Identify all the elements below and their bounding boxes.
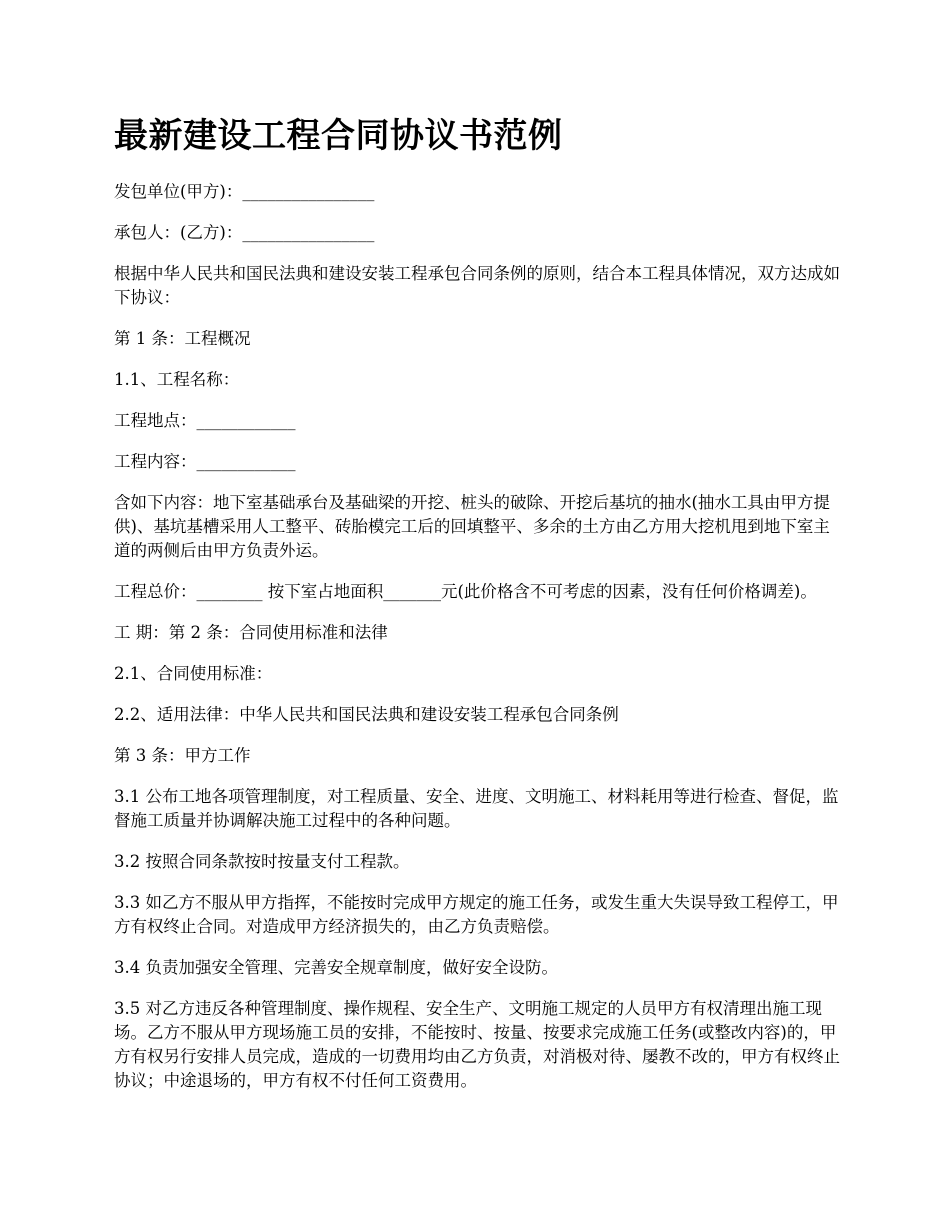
scope-paragraph: 含如下内容：地下室基础承台及基础梁的开挖、桩头的破除、开挖后基坑的抽水(抽水工具由甲方提供)、基坑基槽采用人工整平、砖胎模完工后的回填整平、多余的土方由乙方用大挖机甩到地下室主道的两侧后由甲方负责外运。: [114, 493, 830, 560]
clause-2-1: 2.1、合同使用标准：: [114, 664, 273, 683]
clause-3-4: 3.4 负责加强安全管理、完善安全规章制度，做好安全设防。: [114, 958, 558, 977]
clause-3-3: 3.3 如乙方不服从甲方指挥，不能按时完成甲方规定的施工任务，或发生重大失误导致工程停工，甲方有权终止合同。对造成甲方经济损失的，由乙方负责赔偿。: [114, 893, 839, 936]
document-title: 最新建设工程合同协议书范例: [114, 116, 563, 156]
clause-2-2: 2.2、适用法律：中华人民共和国民法典和建设安装工程承包合同条例: [114, 705, 619, 724]
article-1-heading: 第 1 条：工程概况: [114, 329, 251, 348]
total-price-paragraph: 工程总价：________ 按下室占地面积_______元(此价格含不可考虑的因素，没有任何价格调差)。: [114, 582, 817, 601]
project-location-line: 工程地点：____________: [114, 411, 296, 430]
party-b-line: 承包人：(乙方)：________________: [114, 223, 375, 242]
clause-3-1: 3.1 公布工地各项管理制度，对工程质量、安全、进度、文明施工、材料耗用等进行检查、督促，监督施工质量并协调解决施工过程中的各种问题。: [114, 787, 839, 830]
document-page: [114, 112, 844, 1110]
clause-3-2: 3.2 按照合同条款按时按量支付工程款。: [114, 852, 410, 871]
project-name-line: 1.1、工程名称：: [114, 370, 240, 389]
project-content-line: 工程内容：____________: [114, 452, 296, 471]
clause-3-5: 3.5 对乙方违反各种管理制度、操作规程、安全生产、文明施工规定的人员甲方有权清理出施工现场。乙方不服从甲方现场施工员的安排，不能按时、按量、按要求完成施工任务(或整改内容)的，甲方有权另行安排人员完成，造成的一切费用均由乙方负责，对消极对待、屡教不改的，甲方有权终止协议；中途退场的，甲方有权不付任何工资费用。: [114, 999, 840, 1090]
article-2-heading: 工 期：第 2 条：合同使用标准和法律: [114, 623, 388, 642]
preamble-paragraph: 根据中华人民共和国民法典和建设安装工程承包合同条例的原则，结合本工程具体情况，双方达成如下协议：: [114, 264, 840, 307]
party-a-line: 发包单位(甲方)：________________: [114, 182, 375, 201]
article-3-heading: 第 3 条：甲方工作: [114, 746, 251, 765]
